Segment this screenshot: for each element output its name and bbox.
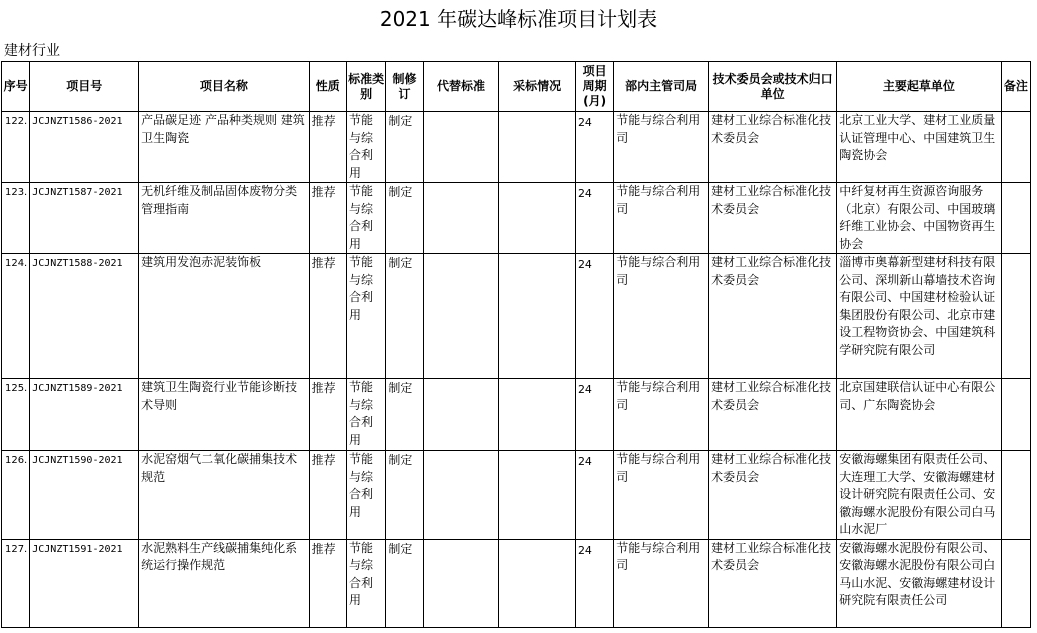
cell-adopt <box>499 451 576 540</box>
cell-code: JCJNZT1591-2021 <box>30 539 139 627</box>
cell-nature: 推荐 <box>309 112 346 183</box>
cell-name: 水泥窑烟气二氧化碳捕集技术规范 <box>139 451 309 540</box>
cell-revision: 制定 <box>386 379 423 451</box>
cell-seq: 122. <box>2 112 30 183</box>
cell-replace <box>423 183 499 254</box>
cell-committee: 建材工业综合标准化技术委员会 <box>709 183 837 254</box>
cell-note <box>1001 183 1030 254</box>
cell-period: 24 <box>575 379 613 451</box>
table-row <box>2 112 1031 183</box>
cell-revision: 制定 <box>386 112 423 183</box>
header-code: 项目号 <box>30 62 139 112</box>
cell-period: 24 <box>575 539 613 627</box>
cell-committee: 建材工业综合标准化技术委员会 <box>709 539 837 627</box>
industry-category: 建材行业 <box>4 43 60 59</box>
cell-standard-type: 节能与综合利用 <box>346 539 385 627</box>
header-period: 项目周期(月) <box>575 62 613 112</box>
cell-drafter: 淄博市奥幕新型建材科技有限公司、深圳新山幕墙技术咨询有限公司、中国建材检验认证集团股份有限公司、北京市建设工程物资协会、中国建筑科学研究院有限公司 <box>837 254 1001 379</box>
cell-standard-type: 节能与综合利用 <box>346 379 385 451</box>
header-name: 项目名称 <box>139 62 309 112</box>
cell-code: JCJNZT1590-2021 <box>30 451 139 540</box>
cell-seq: 126. <box>2 451 30 540</box>
cell-drafter: 中纤复材再生资源咨询服务（北京）有限公司、中国玻璃纤维工业协会、中国物资再生协会 <box>837 183 1001 254</box>
cell-committee: 建材工业综合标准化技术委员会 <box>709 451 837 540</box>
cell-code: JCJNZT1588-2021 <box>30 254 139 379</box>
cell-dept: 节能与综合利用司 <box>614 539 709 627</box>
header-standard-type: 标准类别 <box>346 62 385 112</box>
cell-nature: 推荐 <box>309 539 346 627</box>
table-row <box>2 539 1031 627</box>
cell-revision: 制定 <box>386 183 423 254</box>
cell-drafter: 北京国建联信认证中心有限公司、广东陶瓷协会 <box>837 379 1001 451</box>
cell-note <box>1001 254 1030 379</box>
header-revision: 制修订 <box>386 62 423 112</box>
cell-committee: 建材工业综合标准化技术委员会 <box>709 379 837 451</box>
cell-adopt <box>499 112 576 183</box>
header-seq: 序号 <box>2 62 30 112</box>
cell-replace <box>423 539 499 627</box>
cell-committee: 建材工业综合标准化技术委员会 <box>709 254 837 379</box>
cell-note <box>1001 379 1030 451</box>
header-committee: 技术委员会或技术归口单位 <box>709 62 837 112</box>
cell-nature: 推荐 <box>309 451 346 540</box>
cell-code: JCJNZT1587-2021 <box>30 183 139 254</box>
cell-name: 建筑卫生陶瓷行业节能诊断技术导则 <box>139 379 309 451</box>
cell-revision: 制定 <box>386 539 423 627</box>
cell-seq: 125. <box>2 379 30 451</box>
cell-code: JCJNZT1589-2021 <box>30 379 139 451</box>
cell-dept: 节能与综合利用司 <box>614 183 709 254</box>
cell-adopt <box>499 183 576 254</box>
cell-name: 产品碳足迹 产品种类规则 建筑卫生陶瓷 <box>139 112 309 183</box>
header-dept: 部内主管司局 <box>614 62 709 112</box>
cell-adopt <box>499 379 576 451</box>
cell-nature: 推荐 <box>309 379 346 451</box>
cell-dept: 节能与综合利用司 <box>614 112 709 183</box>
cell-committee: 建材工业综合标准化技术委员会 <box>709 112 837 183</box>
cell-period: 24 <box>575 183 613 254</box>
cell-standard-type: 节能与综合利用 <box>346 112 385 183</box>
cell-period: 24 <box>575 254 613 379</box>
cell-name: 建筑用发泡赤泥装饰板 <box>139 254 309 379</box>
cell-replace <box>423 451 499 540</box>
header-drafter: 主要起草单位 <box>837 62 1001 112</box>
table-row <box>2 379 1031 451</box>
header-replace: 代替标准 <box>423 62 499 112</box>
cell-name: 无机纤维及制品固体废物分类管理指南 <box>139 183 309 254</box>
cell-period: 24 <box>575 112 613 183</box>
header-note: 备注 <box>1001 62 1030 112</box>
cell-dept: 节能与综合利用司 <box>614 451 709 540</box>
cell-drafter: 安徽海螺水泥股份有限公司、安徽海螺水泥股份有限公司白马山水泥、安徽海螺建材设计研究院有限责任公司 <box>837 539 1001 627</box>
table-row <box>2 254 1031 379</box>
page-title: 2021 年碳达峰标准项目计划表 <box>379 7 658 31</box>
cell-note <box>1001 451 1030 540</box>
cell-adopt <box>499 254 576 379</box>
cell-nature: 推荐 <box>309 183 346 254</box>
cell-adopt <box>499 539 576 627</box>
cell-note <box>1001 539 1030 627</box>
header-nature: 性质 <box>309 62 346 112</box>
table-header-row <box>2 62 1031 112</box>
cell-period: 24 <box>575 451 613 540</box>
cell-standard-type: 节能与综合利用 <box>346 183 385 254</box>
cell-standard-type: 节能与综合利用 <box>346 451 385 540</box>
cell-seq: 127. <box>2 539 30 627</box>
table-row <box>2 451 1031 540</box>
cell-revision: 制定 <box>386 254 423 379</box>
cell-replace <box>423 112 499 183</box>
cell-dept: 节能与综合利用司 <box>614 254 709 379</box>
cell-seq: 124. <box>2 254 30 379</box>
cell-seq: 123. <box>2 183 30 254</box>
cell-replace <box>423 379 499 451</box>
cell-dept: 节能与综合利用司 <box>614 379 709 451</box>
cell-drafter: 安徽海螺集团有限责任公司、大连理工大学、安徽海螺建材设计研究院有限责任公司、安徽海螺水泥股份有限公司白马山水泥厂 <box>837 451 1001 540</box>
cell-replace <box>423 254 499 379</box>
cell-revision: 制定 <box>386 451 423 540</box>
cell-note <box>1001 112 1030 183</box>
cell-name: 水泥熟料生产线碳捕集纯化系统运行操作规范 <box>139 539 309 627</box>
cell-code: JCJNZT1586-2021 <box>30 112 139 183</box>
cell-standard-type: 节能与综合利用 <box>346 254 385 379</box>
standards-plan-table <box>1 61 1031 628</box>
header-adopt: 采标情况 <box>499 62 576 112</box>
cell-nature: 推荐 <box>309 254 346 379</box>
cell-drafter: 北京工业大学、建材工业质量认证管理中心、中国建筑卫生陶瓷协会 <box>837 112 1001 183</box>
table-row <box>2 183 1031 254</box>
